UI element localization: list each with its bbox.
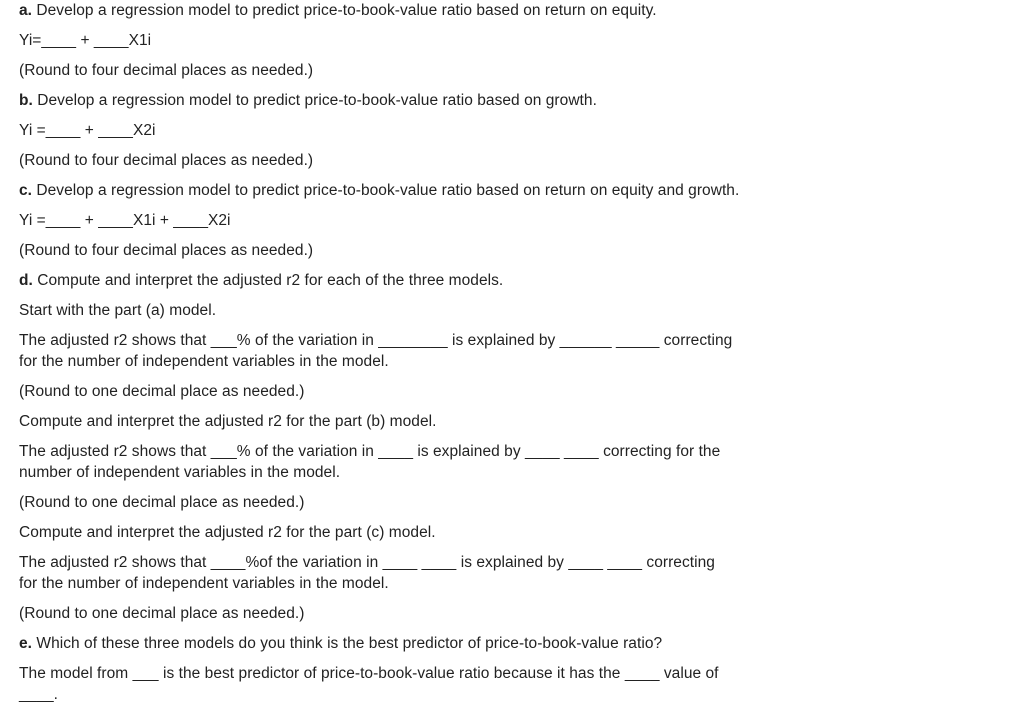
- question-text: Develop a regression model to predict price-to-book-value ratio based on return on equity.: [32, 2, 657, 19]
- rounding-note: (Round to one decimal place as needed.): [19, 494, 305, 511]
- part-label: b.: [19, 92, 33, 109]
- part-label: d.: [19, 272, 33, 289]
- answer-sentence-b: The adjusted r2 shows that ___% of the variation in ____ is explained by ____ ____ correcting for the: [19, 443, 721, 460]
- part-label: e.: [19, 635, 33, 652]
- part-label: a.: [19, 2, 33, 19]
- answer-sentence-e-cont: ____.: [19, 686, 59, 703]
- rounding-note: (Round to four decimal places as needed.): [19, 152, 314, 169]
- question-a-title: [19, 0, 657, 21]
- equation-a: Yi=____ + ____X1i: [19, 32, 152, 49]
- answer-sentence-b-cont: number of independent variables in the model.: [19, 464, 341, 481]
- answer-sentence-c-cont: for the number of independent variables in the model.: [19, 575, 389, 592]
- answer-sentence-e: The model from ___ is the best predictor of price-to-book-value ratio because it has the ____ value of: [19, 665, 719, 682]
- instruction-text: Compute and interpret the adjusted r2 for the part (b) model.: [19, 413, 437, 430]
- question-text: Develop a regression model to predict price-to-book-value ratio based on growth.: [32, 92, 597, 109]
- rounding-note: (Round to one decimal place as needed.): [19, 605, 305, 622]
- question-text: Which of these three models do you think is the best predictor of price-to-book-value ratio?: [32, 635, 663, 652]
- answer-sentence-c: The adjusted r2 shows that ____%of the variation in ____ ____ is explained by ____ ____ correcting: [19, 554, 715, 571]
- part-label: c.: [19, 182, 33, 199]
- question-text: Compute and interpret the adjusted r2 for each of the three models.: [32, 272, 504, 289]
- answer-sentence-a-cont: for the number of independent variables in the model.: [19, 353, 389, 370]
- question-d-title: [19, 270, 503, 291]
- instruction-text: Compute and interpret the adjusted r2 for the part (c) model.: [19, 524, 436, 541]
- answer-sentence-a: The adjusted r2 shows that ___% of the variation in ________ is explained by ______ _____ correcting: [19, 332, 733, 349]
- equation-b: Yi =____ + ____X2i: [19, 122, 156, 139]
- rounding-note: (Round to four decimal places as needed.): [19, 242, 314, 259]
- question-b-title: [19, 90, 597, 111]
- question-c-title: [19, 180, 739, 201]
- rounding-note: (Round to one decimal place as needed.): [19, 383, 305, 400]
- question-text: Develop a regression model to predict price-to-book-value ratio based on return on equity and growth.: [32, 182, 740, 199]
- rounding-note: (Round to four decimal places as needed.): [19, 62, 314, 79]
- instruction-text: Start with the part (a) model.: [19, 302, 217, 319]
- question-e-title: [19, 633, 662, 654]
- equation-c: Yi =____ + ____X1i + ____X2i: [19, 212, 231, 229]
